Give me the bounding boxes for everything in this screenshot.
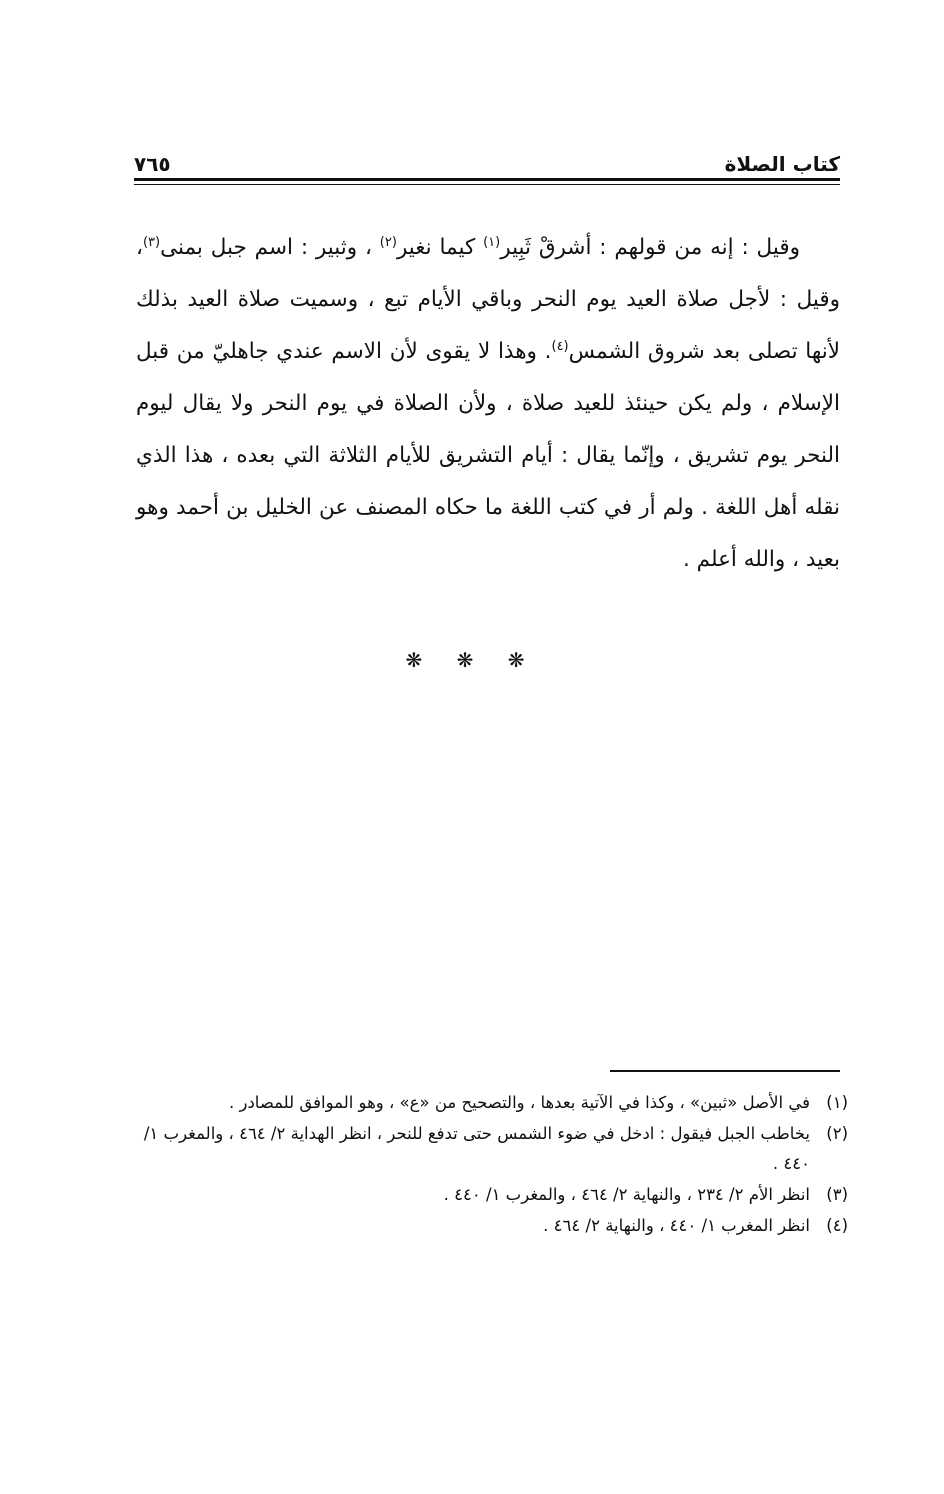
footnote-number: (٤) <box>826 1216 848 1235</box>
footnote-ref-4: (٤) <box>551 338 569 354</box>
footnote-text: في الأصل «ثبين» ، وكذا في الآتية بعدها ، والتصحيح من «ع» ، وهو الموافق للمصادر . <box>228 1093 810 1112</box>
footnote-ref-2: (٢) <box>379 234 397 250</box>
text-segment: ، وثبير : اسم جبل بمنى <box>160 235 380 260</box>
text-segment: ، وقيل : لأجل صلاة العيد يوم النحر وباقي الأيام تبع ، وسميت صلاة العيد بذلك لأنها تصلى بعد شروق الشمس <box>136 235 840 364</box>
footnote-item <box>140 1211 848 1241</box>
main-text <box>136 222 840 586</box>
footnote-ref-1: (١) <box>483 234 501 250</box>
header-rule-thin <box>134 184 840 185</box>
footnote-item <box>140 1119 848 1179</box>
footnotes <box>140 1088 848 1242</box>
footnote-number: (٣) <box>826 1185 848 1204</box>
page-number: ٧٦٥ <box>134 152 171 176</box>
footnote-item <box>140 1088 848 1118</box>
text-segment: . وهذا لا يقوى لأن الاسم عندي جاهليّ من قبل الإسلام ، ولم يكن حينئذ للعيد صلاة ، ولأن الصلاة في يوم النحر ولا يقال ليوم النحر يوم تشريق ، وإنّما يقال : أيام التشريق للأيام الثلاثة التي بعده ، هذا الذي نقله أهل اللغة . ولم أر في كتب اللغة ما حكاه المصنف عن الخليل بن أحمد وهو بعيد ، والله أعلم . <box>136 339 840 572</box>
footnote-item <box>140 1180 848 1210</box>
footnote-text: انظر الأم ٢/ ٢٣٤ ، والنهاية ٢/ ٤٦٤ ، والمغرب ١/ ٤٤٠ . <box>443 1185 810 1204</box>
footnote-rule <box>610 1070 840 1072</box>
footnote-number: (١) <box>826 1093 848 1112</box>
main-paragraph <box>136 222 840 586</box>
footnote-text: انظر المغرب ١/ ٤٤٠ ، والنهاية ٢/ ٤٦٤ . <box>543 1216 810 1235</box>
header-rule-thick <box>134 178 840 181</box>
chapter-title: كتاب الصلاة <box>724 152 840 176</box>
footnote-text: يخاطب الجبل فيقول : ادخل في ضوء الشمس حتى تدفع للنحر ، انظر الهداية ٢/ ٤٦٤ ، والمغرب ١/ ٤٤٠ . <box>143 1124 810 1173</box>
section-separator: ❋ ❋ ❋ <box>405 648 539 672</box>
running-header <box>134 140 840 176</box>
text-segment: وقيل : إنه من قولهم : أشرقْ ثَبِير <box>500 235 800 260</box>
text-segment: كيما نغير <box>396 235 484 260</box>
footnote-ref-3: (٣) <box>142 234 161 250</box>
footnote-number: (٢) <box>826 1124 848 1143</box>
